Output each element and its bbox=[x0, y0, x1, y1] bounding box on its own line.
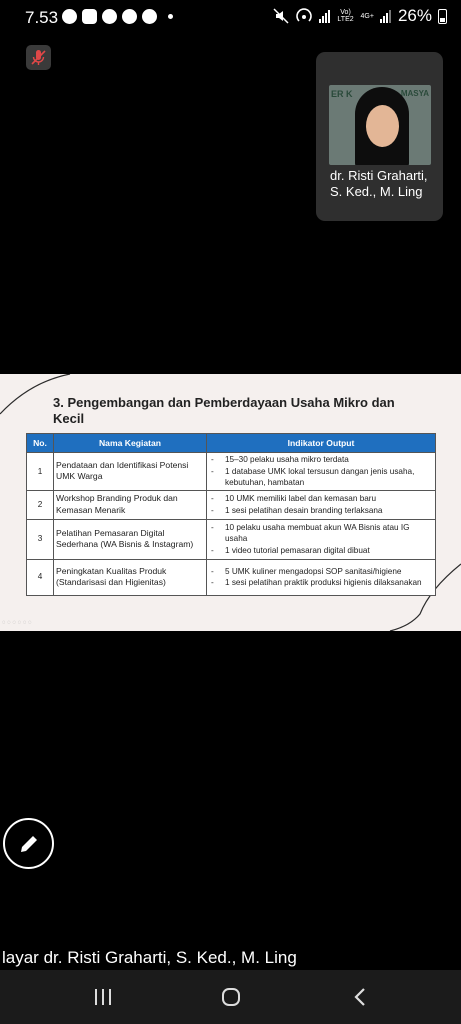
activity-name: Workshop Branding Produk dan Kemasan Menarik bbox=[54, 490, 207, 519]
slide-toolbar-icons: ◌ ◌ ◌ ◌ ◌ ◌ bbox=[2, 620, 32, 626]
back-button[interactable] bbox=[347, 984, 373, 1010]
activity-table bbox=[26, 433, 436, 596]
table-header-row bbox=[27, 434, 436, 453]
indicator-item: - 1 sesi pelatihan desain branding terlaksana bbox=[211, 505, 433, 517]
status-bar bbox=[0, 0, 461, 34]
home-button[interactable] bbox=[218, 984, 244, 1010]
instagram-icon bbox=[82, 9, 97, 24]
row-number: 3 bbox=[27, 519, 54, 559]
header-indikator: Indikator Output bbox=[207, 434, 436, 453]
system-icons bbox=[273, 6, 447, 26]
indicator-item: - 1 database UMK lokal tersusun dangan jenis usaha, kebutuhan, hambatan bbox=[211, 466, 433, 489]
video-background: ER K bbox=[331, 89, 353, 99]
indicator-item: - 1 video tutorial pemasaran digital dibuat bbox=[211, 545, 433, 557]
mic-off-button[interactable] bbox=[26, 45, 51, 70]
indicator-cell bbox=[207, 519, 436, 559]
back-icon bbox=[352, 987, 368, 1007]
participant-face bbox=[366, 105, 399, 147]
indicator-cell bbox=[207, 559, 436, 595]
home-icon bbox=[220, 986, 242, 1008]
participant-tile[interactable] bbox=[316, 52, 443, 221]
activity-name: Peningkatan Kualitas Produk (Standarisasi dan Higienitas) bbox=[54, 559, 207, 595]
pencil-icon bbox=[18, 833, 40, 855]
row-number: 2 bbox=[27, 490, 54, 519]
lte-label: 4G+ bbox=[360, 12, 374, 20]
annotate-button[interactable] bbox=[3, 818, 54, 869]
clock: 7.53 bbox=[25, 8, 59, 27]
table-row bbox=[27, 453, 436, 491]
facebook-icon bbox=[142, 9, 157, 24]
indicator-item: - 10 UMK memiliki label dan kemasan baru bbox=[211, 493, 433, 505]
table-row bbox=[27, 519, 436, 559]
mic-off-icon bbox=[26, 45, 51, 70]
participant-video bbox=[329, 85, 431, 165]
screen-share-caption: layar dr. Risti Graharti, S. Ked., M. Ling bbox=[2, 948, 297, 967]
activity-name: Pelatihan Pemasaran Digital Sederhana (WA Bisnis & Instagram) bbox=[54, 519, 207, 559]
row-number: 1 bbox=[27, 453, 54, 491]
shared-screen bbox=[0, 374, 461, 631]
battery-percent: 26% bbox=[397, 6, 432, 25]
network-label: Vo) LTE2 bbox=[337, 9, 354, 23]
indicator-item: - 1 sesi pelatihan praktik produksi higienis dilaksanakan bbox=[211, 577, 433, 589]
battery-icon bbox=[438, 9, 447, 24]
participant-name: dr. Risti Graharti, S. Ked., M. Ling bbox=[330, 168, 428, 199]
indicator-cell bbox=[207, 453, 436, 491]
header-kegiatan: Nama Kegiatan bbox=[54, 434, 207, 453]
signal-icon bbox=[380, 9, 392, 23]
indicator-item: - 15–30 pelaku usaha mikro terdata bbox=[211, 454, 433, 466]
navigation-bar bbox=[0, 970, 461, 1024]
signal-icon bbox=[319, 9, 331, 23]
header-no: No. bbox=[27, 434, 54, 453]
facebook-icon bbox=[62, 9, 77, 24]
more-notifications-icon bbox=[168, 14, 173, 19]
row-number: 4 bbox=[27, 559, 54, 595]
table-row bbox=[27, 490, 436, 519]
indicator-item: - 5 UMK kuliner mengadopsi SOP sanitasi/higiene bbox=[211, 566, 433, 578]
mute-icon bbox=[273, 8, 289, 24]
video-background: MASYA bbox=[400, 89, 429, 98]
chrome-icon bbox=[122, 9, 137, 24]
notification-icons bbox=[62, 9, 173, 24]
recent-apps-button[interactable] bbox=[90, 984, 116, 1010]
slide-title: 3. Pengembangan dan Pemberdayaan Usaha Mikro dan Kecil bbox=[53, 395, 395, 426]
recent-apps-icon bbox=[93, 988, 113, 1006]
hotspot-icon bbox=[295, 8, 313, 24]
indicator-item: - 10 pelaku usaha membuat akun WA Bisnis atau IG usaha bbox=[211, 522, 433, 545]
telegram-icon bbox=[102, 9, 117, 24]
table-row bbox=[27, 559, 436, 595]
activity-name: Pendataan dan Identifikasi Potensi UMK Warga bbox=[54, 453, 207, 491]
indicator-cell bbox=[207, 490, 436, 519]
